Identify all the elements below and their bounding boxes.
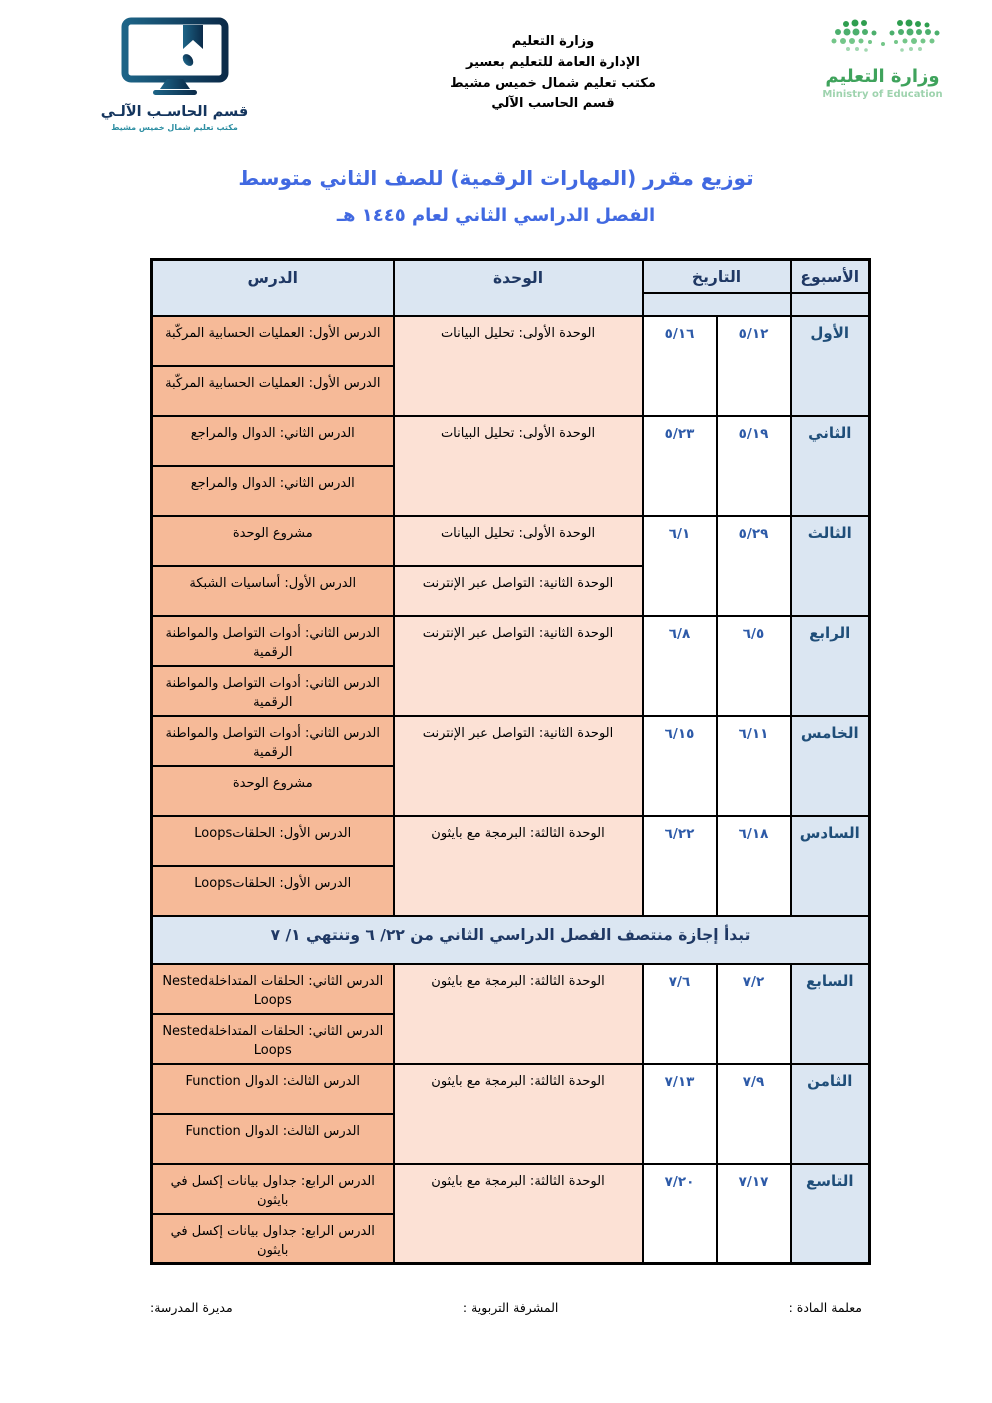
monitor-icon bbox=[115, 16, 235, 98]
col-header-date: التاريخ bbox=[643, 260, 791, 316]
date-end-cell: ٥/٢٣ bbox=[643, 416, 717, 516]
lesson-cell: الدرس الثاني: أدوات التواصل والمواطنة الرقمية bbox=[152, 616, 394, 666]
week-row-6 bbox=[152, 816, 870, 866]
unit-cell: الوحدة الأولى: تحليل البيانات bbox=[394, 316, 643, 416]
unit-cell: الوحدة الثالثة: البرمجة مع بايثون bbox=[394, 1064, 643, 1164]
lesson-cell: مشروع الوحدة bbox=[152, 766, 394, 816]
lesson-cell: الدرس الثالث: الدوال Function bbox=[152, 1114, 394, 1164]
week-name-cell: التاسع bbox=[791, 1164, 870, 1264]
signature-footer bbox=[150, 1300, 862, 1315]
principal-signature-label: مديرة المدرسة: bbox=[150, 1300, 233, 1315]
lesson-cell: الدرس الأول: الحلقاتLoops bbox=[152, 866, 394, 916]
lesson-cell: الدرس الرابع: جداول بيانات إكسل في بايثون bbox=[152, 1164, 394, 1214]
date-end-cell: ٦/٢٢ bbox=[643, 816, 717, 916]
doc-title: توزيع مقرر (المهارات الرقمية) للصف الثاني متوسط bbox=[238, 166, 754, 190]
week-name-cell: الثاني bbox=[791, 416, 870, 516]
unit-cell: الوحدة الثالثة: البرمجة مع بايثون bbox=[394, 816, 643, 916]
week-name-cell: الأول bbox=[791, 316, 870, 416]
date-end-cell: ٧/١٣ bbox=[643, 1064, 717, 1164]
lesson-cell: الدرس الثاني: أدوات التواصل والمواطنة الرقمية bbox=[152, 716, 394, 766]
col-header-unit: الوحدة bbox=[394, 260, 643, 316]
unit-cell: الوحدة الأولى: تحليل البيانات bbox=[394, 516, 643, 566]
week-name-cell: الرابع bbox=[791, 616, 870, 716]
week-row-3 bbox=[152, 516, 870, 566]
date-start-cell: ٥/٢٩ bbox=[717, 516, 791, 616]
date-start-cell: ٥/١٩ bbox=[717, 416, 791, 516]
lesson-cell: الدرس الثاني: الحلقات المتداخلةNested Loops bbox=[152, 964, 394, 1014]
letterhead-line-1: وزارة التعليم bbox=[511, 34, 595, 49]
week-row-4 bbox=[152, 616, 870, 666]
lesson-cell: الدرس الثاني: الدوال والمراجع bbox=[152, 416, 394, 466]
supervisor-signature-label: المشرفة التربوية : bbox=[462, 1300, 559, 1315]
dept-name: قسم الحاسـب الآلـي bbox=[100, 104, 249, 120]
week-row-7 bbox=[152, 964, 870, 1014]
date-end-cell: ٧/٦ bbox=[643, 964, 717, 1064]
letterhead-line-3: مكتب تعليم شمال خميس مشيط bbox=[450, 75, 656, 91]
dept-office: مكتب تعليم شمال خميس مشيط bbox=[111, 123, 238, 132]
date-start-cell: ٦/١٨ bbox=[717, 816, 791, 916]
letterhead-line-2: الإدارة العامة للتعليم بعسير bbox=[466, 54, 640, 70]
date-end-cell: ٦/١ bbox=[643, 516, 717, 616]
col-header-week: الأسبوع bbox=[791, 260, 870, 316]
week-name-cell: الثامن bbox=[791, 1064, 870, 1164]
week-name-cell: السادس bbox=[791, 816, 870, 916]
lesson-cell: الدرس الثاني: أدوات التواصل والمواطنة الرقمية bbox=[152, 666, 394, 716]
date-end-cell: ٦/٨ bbox=[643, 616, 717, 716]
week-row-2 bbox=[152, 416, 870, 466]
table-header-row bbox=[152, 260, 870, 316]
date-start-cell: ٦/١١ bbox=[717, 716, 791, 816]
midterm-break-note: تبدأ إجازة منتصف الفصل الدراسي الثاني من ٢٢/ ٦ وتنتهي ١/ ٧ bbox=[152, 916, 870, 964]
col-header-lesson: الدرس bbox=[152, 260, 394, 316]
week-name-cell: الخامس bbox=[791, 716, 870, 816]
computer-department-logo bbox=[82, 16, 267, 132]
week-row-9 bbox=[152, 1164, 870, 1214]
lesson-cell: الدرس الثاني: الدوال والمراجع bbox=[152, 466, 394, 516]
letterhead-line-4: قسم الحاسب الآلي bbox=[491, 96, 615, 112]
lesson-cell: مشروع الوحدة bbox=[152, 516, 394, 566]
week-name-cell: السابع bbox=[791, 964, 870, 1064]
week-row-8 bbox=[152, 1064, 870, 1114]
unit-cell: الوحدة الثانية: التواصل عبر الإنترنت bbox=[394, 566, 643, 616]
lesson-cell: الدرس الثالث: الدوال Function bbox=[152, 1064, 394, 1114]
letterhead-text bbox=[368, 32, 738, 115]
midterm-break-row bbox=[152, 916, 870, 964]
date-end-cell: ٧/٢٠ bbox=[643, 1164, 717, 1264]
date-start-cell: ٥/١٢ bbox=[717, 316, 791, 416]
unit-cell: الوحدة الثالثة: البرمجة مع بايثون bbox=[394, 964, 643, 1064]
doc-subtitle: الفصل الدراسي الثاني لعام ١٤٤٥ هـ bbox=[336, 205, 656, 226]
date-end-cell: ٦/١٥ bbox=[643, 716, 717, 816]
unit-cell: الوحدة الثانية: التواصل عبر الإنترنت bbox=[394, 616, 643, 716]
week-row-1 bbox=[152, 316, 870, 366]
ministry-logo-dots-icon bbox=[808, 18, 958, 60]
date-end-cell: ٥/١٦ bbox=[643, 316, 717, 416]
teacher-signature-label: معلمة المادة : bbox=[788, 1300, 862, 1315]
unit-cell: الوحدة الثانية: التواصل عبر الإنترنت bbox=[394, 716, 643, 816]
week-row-5 bbox=[152, 716, 870, 766]
date-start-cell: ٧/٩ bbox=[717, 1064, 791, 1164]
unit-cell: الوحدة الثالثة: البرمجة مع بايثون bbox=[394, 1164, 643, 1264]
lesson-cell: الدرس الأول: العمليات الحسابية المركّبة bbox=[152, 366, 394, 416]
date-start-cell: ٧/١٧ bbox=[717, 1164, 791, 1264]
lesson-cell: الدرس الأول: العمليات الحسابية المركّبة bbox=[152, 316, 394, 366]
lesson-cell: الدرس الثاني: الحلقات المتداخلةNested Loops bbox=[152, 1014, 394, 1064]
week-name-cell: الثالث bbox=[791, 516, 870, 616]
lesson-cell: الدرس الأول: الحلقاتLoops bbox=[152, 816, 394, 866]
lesson-cell: الدرس الرابع: جداول بيانات إكسل في بايثون bbox=[152, 1214, 394, 1264]
date-start-cell: ٧/٢ bbox=[717, 964, 791, 1064]
date-start-cell: ٦/٥ bbox=[717, 616, 791, 716]
schedule-table bbox=[150, 258, 871, 1265]
ministry-wordmark: وزارة التعليم bbox=[825, 66, 940, 87]
ministry-of-education-logo bbox=[795, 18, 970, 100]
ministry-wordmark-en: Ministry of Education bbox=[822, 89, 943, 100]
unit-cell: الوحدة الأولى: تحليل البيانات bbox=[394, 416, 643, 516]
lesson-cell: الدرس الأول: أساسيات الشبكة bbox=[152, 566, 394, 616]
